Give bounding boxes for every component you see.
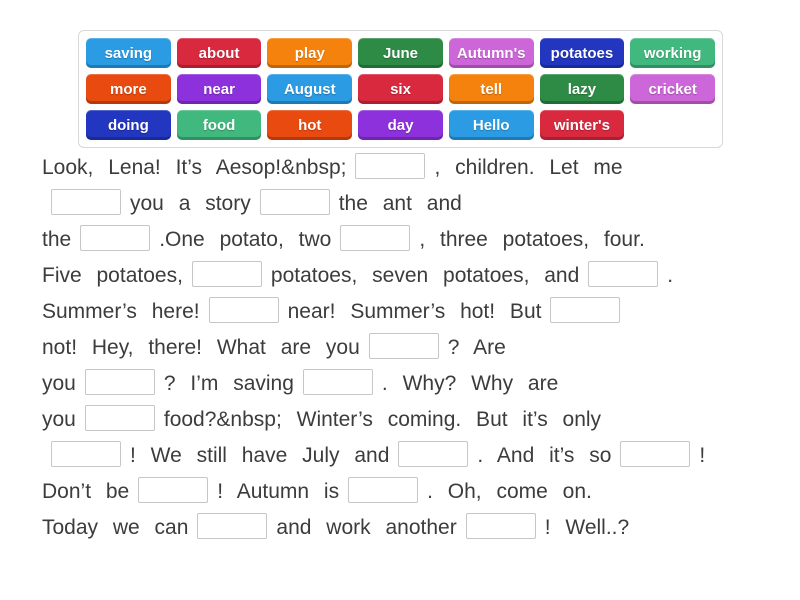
blank-slot[interactable] <box>192 261 262 287</box>
passage-text: you <box>42 372 76 395</box>
word-tile-june[interactable]: June <box>358 38 443 68</box>
word-tile-saving[interactable]: saving <box>86 38 171 68</box>
word-tile-doing[interactable]: doing <box>86 110 171 140</box>
passage-text: not! Hey, there! What are you <box>42 336 360 359</box>
blank-slot[interactable] <box>303 369 373 395</box>
passage-text: Today we can <box>42 516 189 539</box>
passage-line <box>42 258 762 294</box>
passage-line <box>42 222 762 258</box>
word-tile-about[interactable]: about <box>177 38 262 68</box>
passage-text: ? I’m saving <box>163 372 294 395</box>
passage-text: you <box>42 408 76 431</box>
word-tile-day[interactable]: day <box>358 110 443 140</box>
blank-slot[interactable] <box>80 225 150 251</box>
word-tile-hello[interactable]: Hello <box>449 110 534 140</box>
passage-text: .One potato, two <box>159 228 332 251</box>
passage-text: Five potatoes, <box>42 264 183 287</box>
blank-slot[interactable] <box>85 405 155 431</box>
word-tile-more[interactable]: more <box>86 74 171 104</box>
passage-text: Don’t be <box>42 480 130 503</box>
passage-line <box>42 186 762 222</box>
passage-text: . Oh, come on. <box>427 480 592 503</box>
passage-line <box>42 294 762 330</box>
blank-slot[interactable] <box>260 189 330 215</box>
blank-slot[interactable] <box>340 225 410 251</box>
passage-text: . And it’s so <box>477 444 612 467</box>
blank-slot[interactable] <box>348 477 418 503</box>
passage-text: ! <box>699 444 706 467</box>
passage-text: , three potatoes, four. <box>419 228 645 251</box>
blank-slot[interactable] <box>398 441 468 467</box>
word-tile-six[interactable]: six <box>358 74 443 104</box>
passage-line <box>42 438 762 474</box>
passage-text: . Why? Why are <box>381 372 559 395</box>
passage-text: the <box>42 228 72 251</box>
passage-text: food?&nbsp; Winter’s coming. But it’s only <box>163 408 602 431</box>
word-bank <box>78 30 723 148</box>
passage-text: ! Autumn is <box>217 480 340 503</box>
passage-text: and work another <box>276 516 457 539</box>
word-tile-near[interactable]: near <box>177 74 262 104</box>
blank-slot[interactable] <box>620 441 690 467</box>
passage-text: . <box>667 264 674 287</box>
passage-line <box>42 330 762 366</box>
blank-slot[interactable] <box>588 261 658 287</box>
passage-text: ? Are <box>447 336 506 359</box>
passage-text: ! We still have July and <box>130 444 390 467</box>
passage-text: the ant and <box>338 192 462 215</box>
word-tile-food[interactable]: food <box>177 110 262 140</box>
word-tile-working[interactable]: working <box>630 38 715 68</box>
passage-text: ! Well..? <box>544 516 630 539</box>
blank-slot[interactable] <box>369 333 439 359</box>
word-tile-play[interactable]: play <box>267 38 352 68</box>
passage-line <box>42 474 762 510</box>
word-tile-winter-s[interactable]: winter's <box>540 110 625 140</box>
word-tile-hot[interactable]: hot <box>267 110 352 140</box>
passage-line <box>42 402 762 438</box>
word-tile-cricket[interactable]: cricket <box>630 74 715 104</box>
passage-line <box>42 150 762 186</box>
blank-slot[interactable] <box>550 297 620 323</box>
passage-text: potatoes, seven potatoes, and <box>270 264 580 287</box>
blank-slot[interactable] <box>209 297 279 323</box>
passage-text: Look, Lena! It’s Aesop!&nbsp; <box>42 156 347 179</box>
word-tile-potatoes[interactable]: potatoes <box>540 38 625 68</box>
passage-text: Summer’s here! <box>42 300 200 323</box>
passage <box>42 150 762 546</box>
passage-line <box>42 510 762 546</box>
blank-slot[interactable] <box>51 441 121 467</box>
passage-text: near! Summer’s hot! But <box>287 300 542 323</box>
blank-slot[interactable] <box>355 153 425 179</box>
passage-text: , children. Let me <box>434 156 623 179</box>
blank-slot[interactable] <box>138 477 208 503</box>
blank-slot[interactable] <box>85 369 155 395</box>
blank-slot[interactable] <box>197 513 267 539</box>
passage-line <box>42 366 762 402</box>
word-tile-lazy[interactable]: lazy <box>540 74 625 104</box>
word-tile-tell[interactable]: tell <box>449 74 534 104</box>
blank-slot[interactable] <box>51 189 121 215</box>
word-tile-august[interactable]: August <box>267 74 352 104</box>
blank-slot[interactable] <box>466 513 536 539</box>
word-tile-autumn-s[interactable]: Autumn's <box>449 38 534 68</box>
passage-text: you a story <box>130 192 251 215</box>
